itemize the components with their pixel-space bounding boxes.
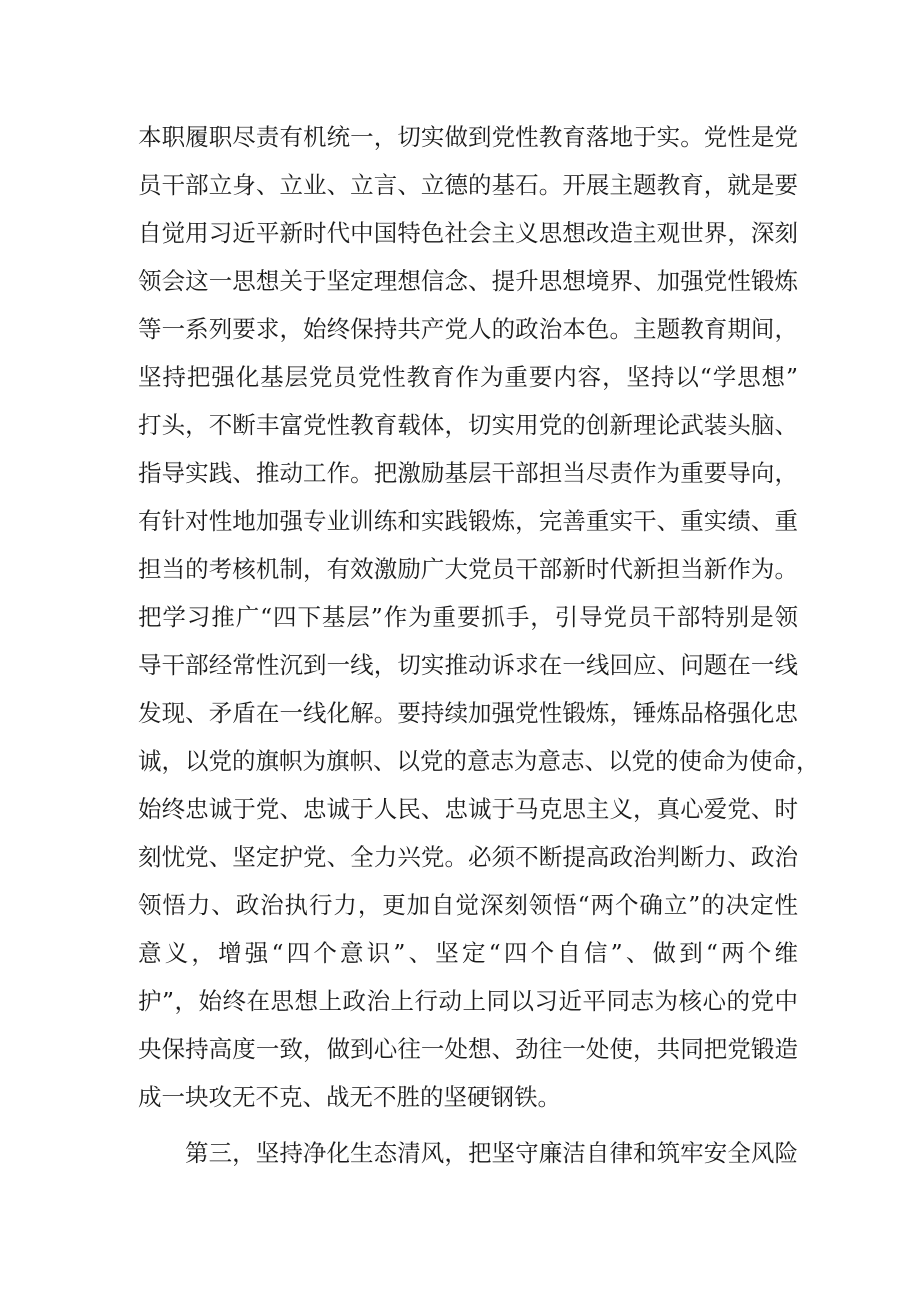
text-line: 发现、矛盾在一线化解。要持续加强党性锻炼，锤炼品格强化忠	[138, 699, 798, 727]
text-line: 等一系列要求，始终保持共产党人的政治本色。主题教育期间，	[138, 315, 798, 343]
text-line: 刻忧党、坚定护党、全力兴党。必须不断提高政治判断力、政治	[138, 843, 798, 871]
text-line: 领悟力、政治执行力，更加自觉深刻领悟“两个确立”的决定性	[138, 891, 798, 919]
text-line: 央保持高度一致，做到心往一处想、劲往一处使，共同把党锻造	[138, 1035, 798, 1063]
text-line: 员干部立身、立业、立言、立德的基石。开展主题教育，就是要	[138, 171, 798, 199]
text-line-last: 成一块攻无不克、战无不胜的坚硬钢铁。	[138, 1083, 561, 1111]
text-line: 指导实践、推动工作。把激励基层干部担当尽责作为重要导向，	[138, 459, 798, 487]
document-body	[138, 113, 820, 1177]
text-line: 领会这一思想关于坚定理想信念、提升思想境界、加强党性锻炼	[138, 267, 798, 295]
text-line: 护”，始终在思想上政治上行动上同以习近平同志为核心的党中	[138, 987, 798, 1015]
paragraph-1	[138, 113, 820, 1121]
text-line: 导干部经常性沉到一线，切实推动诉求在一线回应、问题在一线	[138, 651, 798, 679]
text-line: 打头，不断丰富党性教育载体，切实用党的创新理论武装头脑、	[138, 411, 798, 439]
text-line: 本职履职尽责有机统一，切实做到党性教育落地于实。党性是党	[138, 123, 798, 151]
paragraph-gap	[138, 1121, 798, 1129]
text-line-indented: 第三，坚持净化生态清风，把坚守廉洁自律和筑牢安全风险	[185, 1139, 798, 1167]
text-line: 始终忠诚于党、忠诚于人民、忠诚于马克思主义，真心爱党、时	[138, 795, 798, 823]
text-line: 有针对性地加强专业训练和实践锻炼，完善重实干、重实绩、重	[138, 507, 798, 535]
text-line: 把学习推广“四下基层”作为重要抓手，引导党员干部特别是领	[138, 603, 798, 631]
text-line: 诚，以党的旗帜为旗帜、以党的意志为意志、以党的使命为使命，	[138, 747, 820, 775]
text-line: 坚持把强化基层党员党性教育作为重要内容，坚持以“学思想”	[138, 363, 798, 391]
paragraph-2	[138, 1129, 798, 1177]
text-line: 担当的考核机制，有效激励广大党员干部新时代新担当新作为。	[138, 555, 798, 583]
text-line: 自觉用习近平新时代中国特色社会主义思想改造主观世界，深刻	[138, 219, 798, 247]
text-line: 意义，增强“四个意识”、坚定“四个自信”、做到“两个维	[138, 939, 798, 967]
